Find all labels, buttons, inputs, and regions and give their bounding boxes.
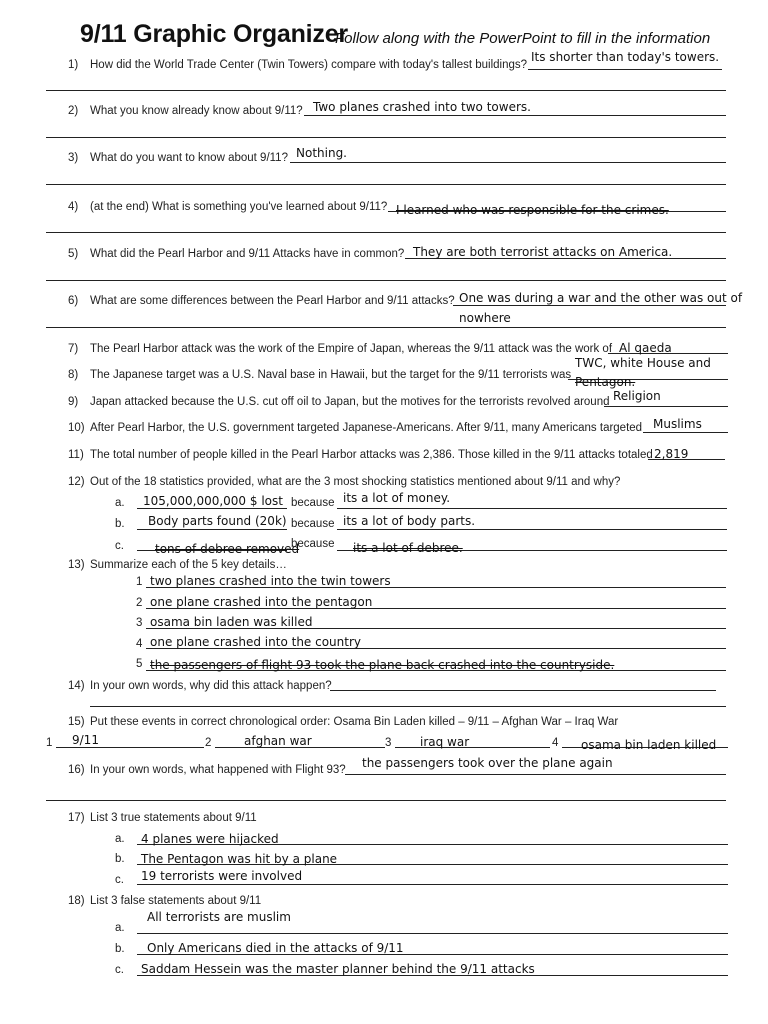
q10-answer[interactable]: Muslims: [653, 417, 702, 431]
q18a-letter: a.: [115, 922, 125, 934]
q15-1-line: [56, 747, 204, 748]
q11-answer[interactable]: 2,819: [654, 447, 689, 461]
q1-answer[interactable]: Its shorter than today's towers.: [531, 50, 720, 64]
q9-number: 9): [68, 396, 79, 408]
q6-answer-line2[interactable]: nowhere: [459, 311, 511, 325]
q13-2-answer[interactable]: one plane crashed into the pentagon: [150, 595, 373, 609]
q18b-answer[interactable]: Only Americans died in the attacks of 9/11: [147, 941, 404, 955]
q5-answer[interactable]: They are both terrorist attacks on America.: [413, 245, 673, 259]
q12c-because: because: [291, 538, 335, 550]
q10-text: After Pearl Harbor, the U.S. government targeted Japanese-Americans. After 9/11, many Americans targeted: [90, 422, 643, 434]
q13-4-answer[interactable]: one plane crashed into the country: [150, 635, 362, 649]
q13-1-answer[interactable]: two planes crashed into the twin towers: [150, 574, 391, 588]
q17b-letter: b.: [115, 853, 125, 865]
q15-number: 15): [68, 716, 85, 728]
q18c-letter: c.: [115, 964, 124, 976]
q16-text: In your own words, what happened with Flight 93?: [90, 764, 346, 776]
q9-answer[interactable]: Religion: [613, 389, 661, 403]
q16-answer-line: [345, 774, 726, 775]
q2-answer-line-2: [46, 137, 726, 138]
q12-number: 12): [68, 476, 85, 488]
q5-text: What did the Pearl Harbor and 9/11 Attacks have in common?: [90, 248, 405, 260]
q8-answer-line1[interactable]: TWC, white House and: [575, 356, 711, 370]
q9-answer-line: [604, 406, 728, 407]
q17b-answer[interactable]: The Pentagon was hit by a plane: [141, 852, 338, 866]
q10-number: 10): [68, 422, 85, 434]
q1-answer-line: [528, 69, 722, 70]
q13-3-number: 3: [136, 617, 143, 629]
q10-answer-line: [643, 432, 728, 433]
q12b-reason-line: [337, 529, 727, 530]
q6-text: What are some differences between the Pearl Harbor and 9/11 attacks?: [90, 295, 455, 307]
q15-text: Put these events in correct chronological order: Osama Bin Laden killed – 9/11 – Afghan War – Iraq War: [90, 716, 619, 728]
q18-number: 18): [68, 895, 85, 907]
q13-text: Summarize each of the 5 key details…: [90, 559, 287, 571]
q18a-answer[interactable]: All terrorists are muslim: [147, 910, 291, 924]
q15-3-answer[interactable]: iraq war: [420, 735, 470, 749]
q1-text: How did the World Trade Center (Twin Towers) compare with today's tallest buildings?: [90, 59, 528, 71]
q15-3-line: [395, 747, 550, 748]
q12b-letter: b.: [115, 518, 125, 530]
q15-1-answer[interactable]: 9/11: [72, 733, 99, 747]
q13-5-number: 5: [136, 658, 143, 670]
q15-4-answer[interactable]: osama bin laden killed: [581, 738, 717, 752]
q2-answer[interactable]: Two planes crashed into two towers.: [313, 100, 531, 114]
page-subtitle: Follow along with the PowerPoint to fill in the information: [335, 30, 711, 47]
q3-answer[interactable]: Nothing.: [296, 146, 347, 160]
q14-number: 14): [68, 680, 85, 692]
q8-text: The Japanese target was a U.S. Naval base in Hawaii, but the target for the 9/11 terrorists was: [90, 369, 572, 381]
q3-answer-line: [290, 162, 726, 163]
q16-number: 16): [68, 764, 85, 776]
q13-5-answer[interactable]: the passengers of flight 93 took the plane back crashed into the countryside.: [150, 658, 615, 672]
q1-number: 1): [68, 59, 79, 71]
q12a-because: because: [291, 497, 335, 509]
q7-number: 7): [68, 343, 79, 355]
q6-answer-line1[interactable]: One was during a war and the other was out of: [459, 291, 743, 305]
q12a-letter: a.: [115, 497, 125, 509]
q6-answer-line: [453, 305, 726, 306]
q13-4-number: 4: [136, 638, 143, 650]
q12c-stat[interactable]: tons of debree removed: [155, 542, 300, 556]
q17-text: List 3 true statements about 9/11: [90, 812, 257, 824]
q4-number: 4): [68, 201, 79, 213]
q18b-letter: b.: [115, 943, 125, 955]
q7-text: The Pearl Harbor attack was the work of the Empire of Japan, whereas the 9/11 attack was the work of: [90, 343, 613, 355]
q6-answer-line-2: [46, 327, 726, 328]
q8-answer-line2[interactable]: Pentagon.: [575, 375, 636, 389]
q3-number: 3): [68, 152, 79, 164]
q17a-letter: a.: [115, 833, 125, 845]
q12a-reason-line: [337, 508, 727, 509]
q5-number: 5): [68, 248, 79, 260]
page-title: 9/11 Graphic Organizer: [80, 20, 348, 48]
q12b-reason[interactable]: its a lot of body parts.: [343, 514, 476, 528]
q12a-stat-line: [137, 508, 287, 509]
q3-text: What do you want to know about 9/11?: [90, 152, 288, 164]
q14-text: In your own words, why did this attack happen?: [90, 680, 332, 692]
q3-answer-line-2: [46, 184, 726, 185]
q13-number: 13): [68, 559, 85, 571]
q8-number: 8): [68, 369, 79, 381]
q15-4-number: 4: [552, 737, 559, 749]
q17c-letter: c.: [115, 874, 124, 886]
q12c-letter: c.: [115, 540, 124, 552]
q15-2-answer[interactable]: afghan war: [244, 734, 312, 748]
q18-text: List 3 false statements about 9/11: [90, 895, 262, 907]
q12b-stat[interactable]: Body parts found (20k): [148, 514, 287, 528]
q17c-line: [137, 884, 728, 885]
q16-answer[interactable]: the passengers took over the plane again: [362, 756, 613, 770]
q12b-stat-line: [137, 529, 287, 530]
q7-answer[interactable]: Al qaeda: [619, 341, 672, 355]
q2-number: 2): [68, 105, 79, 117]
q12b-because: because: [291, 518, 335, 530]
q9-text: Japan attacked because the U.S. cut off oil to Japan, but the motives for the terrorists revolved around: [90, 396, 610, 408]
q15-3-number: 3: [385, 737, 392, 749]
q17a-answer[interactable]: 4 planes were hijacked: [141, 832, 279, 846]
q13-1-number: 1: [136, 576, 143, 588]
q18a-line: [137, 933, 728, 934]
q2-text: What you know already know about 9/11?: [90, 105, 303, 117]
q14-answer-line-2[interactable]: [90, 706, 726, 707]
q15-1-number: 1: [46, 737, 53, 749]
q17c-answer[interactable]: 19 terrorists were involved: [141, 869, 303, 883]
q18c-answer[interactable]: Saddam Hessein was the master planner behind the 9/11 attacks: [141, 962, 535, 976]
q12a-stat[interactable]: 105,000,000,000 $ lost: [143, 494, 283, 508]
q15-2-number: 2: [205, 737, 212, 749]
q11-number: 11): [68, 449, 84, 461]
q13-2-number: 2: [136, 597, 143, 609]
q5-answer-line-2: [46, 280, 726, 281]
q12c-reason[interactable]: its a lot of debree.: [353, 541, 463, 555]
q4-answer-line-2: [46, 232, 726, 233]
q6-number: 6): [68, 295, 79, 307]
q17-number: 17): [68, 812, 85, 824]
q4-answer[interactable]: I learned who was responsible for the crimes.: [396, 203, 669, 217]
q1-answer-line-2: [46, 90, 726, 91]
q4-text: (at the end) What is something you've learned about 9/11?: [90, 201, 388, 213]
q2-answer-line: [304, 115, 726, 116]
q16-answer-line-2[interactable]: [46, 800, 726, 801]
q11-text: The total number of people killed in the Pearl Harbor attacks was 2,386. Those killed in the 9/11 attacks totaled: [90, 449, 653, 461]
q14-answer-line[interactable]: [330, 690, 716, 691]
q13-3-answer[interactable]: osama bin laden was killed: [150, 615, 313, 629]
q12-text: Out of the 18 statistics provided, what are the 3 most shocking statistics mentioned about 9/11 and why?: [90, 476, 621, 488]
q12a-reason[interactable]: its a lot of money.: [343, 491, 451, 505]
